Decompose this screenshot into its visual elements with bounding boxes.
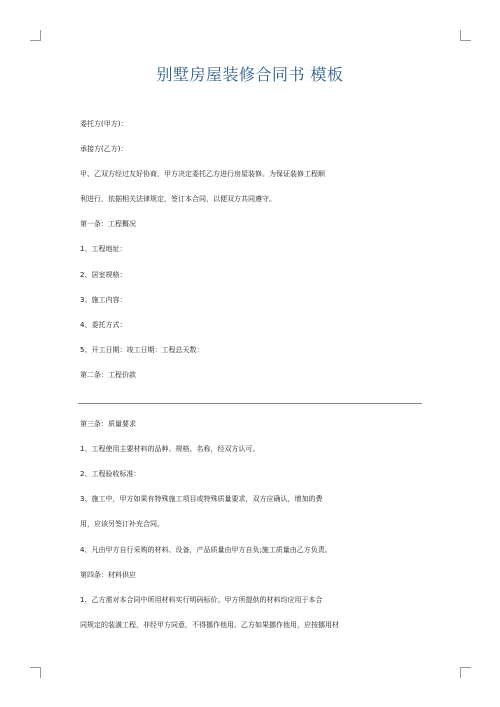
article-1-item-5: 5、开工日期：竣工日期：工程总天数： <box>80 346 204 354</box>
article-3-heading: 第三条：质量要求 <box>80 420 136 428</box>
article-3-item-2: 2、工程验收标准： <box>80 470 141 478</box>
article-4-item-1-line-2: 同规定的装潢工程，非经甲方同意，不得挪作他用。乙方如果挪作他用，应按挪用材 <box>80 621 339 629</box>
article-1-item-4: 4、委托方式： <box>80 321 127 329</box>
article-3-item-4: 4、凡由甲方自行采购的材料、设备，产品质量由甲方自负;施工质量由乙方负责。 <box>80 546 332 554</box>
crop-mark-bottom-left <box>30 667 41 678</box>
article-1-heading: 第一条：工程概况 <box>80 220 136 228</box>
article-3-item-1: 1、工程使用主要材料的品种、规格、名称，经双方认可。 <box>80 445 260 453</box>
article-3-item-3-line-1: 3、施工中，甲方如果有特殊施工项目或特殊质量要求，双方应确认，增加的费 <box>80 495 323 503</box>
article-3-item-3-line-2: 用，应该另签订补充合同。 <box>80 520 164 528</box>
client-party-line: 委托方(甲方)： <box>80 120 128 128</box>
document-title: 别墅房屋装修合同书 模板 <box>156 65 344 84</box>
article-1-item-3: 3、施工内容： <box>80 296 127 304</box>
article-1-item-2: 2、居室规格： <box>80 271 127 279</box>
horizontal-rule <box>78 403 422 404</box>
article-1-item-1: 1、工程地址： <box>80 245 127 253</box>
article-4-heading: 第四条：材料供应 <box>80 571 136 579</box>
preamble-line-2: 利进行，依据相关法律规定，签订本合同，以便双方共同遵守。 <box>80 195 276 203</box>
crop-mark-top-left <box>30 30 41 41</box>
article-2-heading: 第二条：工程价款 <box>80 371 136 379</box>
preamble-line-1: 甲、乙双方经过友好协商，甲方决定委托乙方进行房屋装修。为保证装修工程顺 <box>80 170 325 178</box>
article-4-item-1-line-1: 1、乙方需对本合同中所用材料实行明码标价。甲方所提供的材料均应用于本合 <box>80 596 323 604</box>
contractor-party-line: 承接方(乙方)： <box>80 145 128 153</box>
crop-mark-top-right <box>460 30 471 41</box>
crop-mark-bottom-right <box>460 667 471 678</box>
